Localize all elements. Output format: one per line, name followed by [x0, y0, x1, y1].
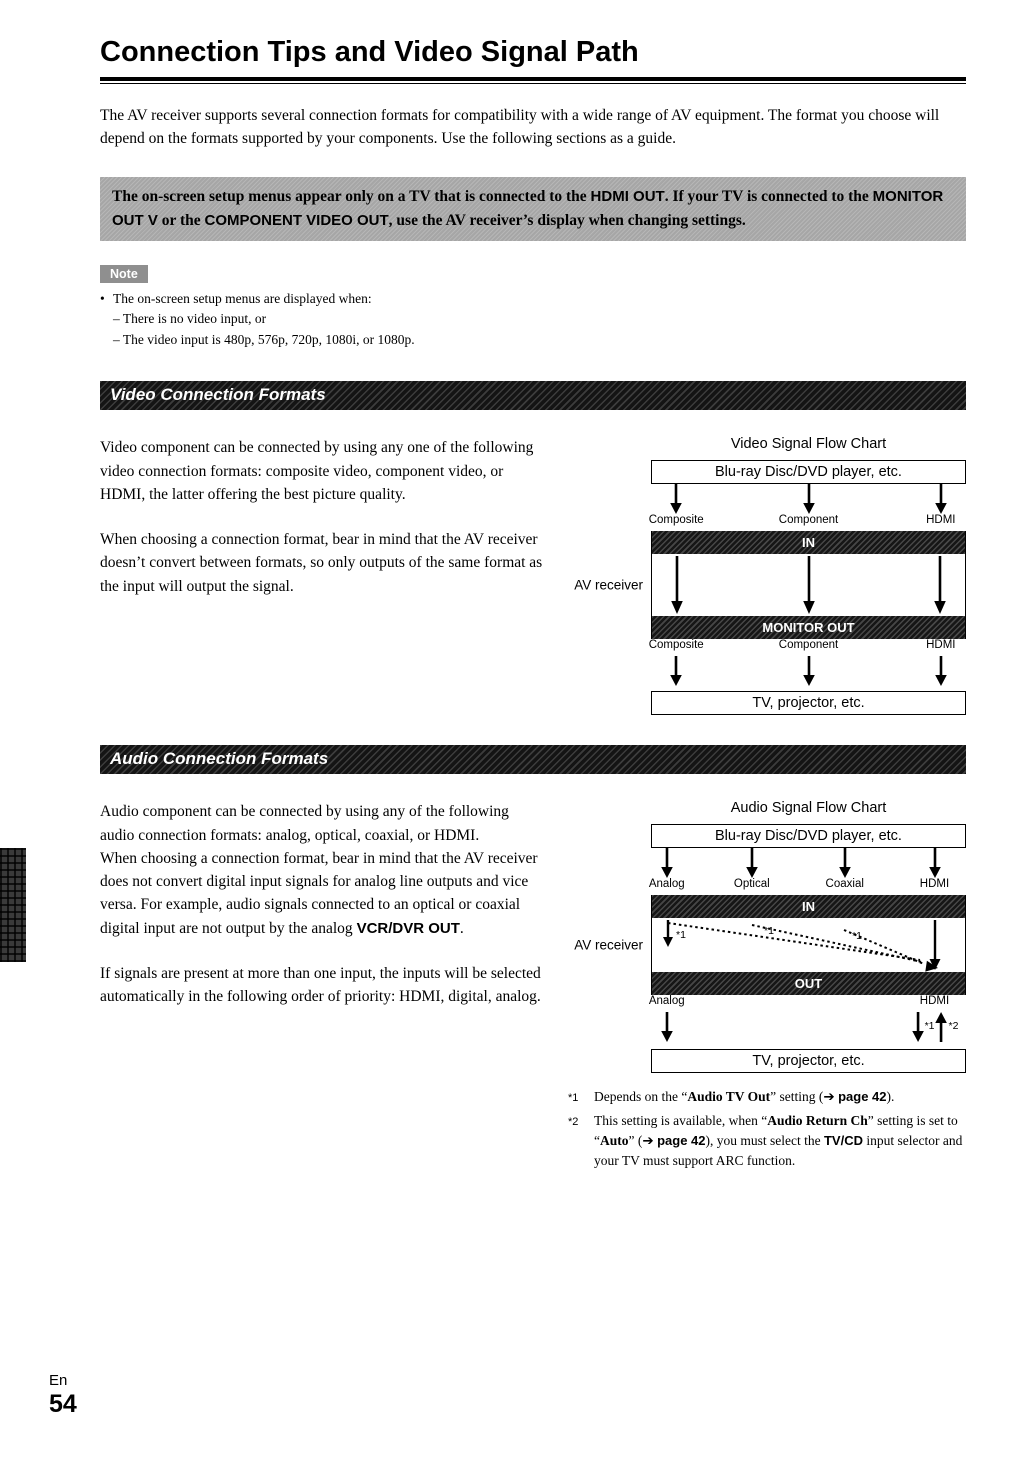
video-input-labels	[648, 514, 966, 531]
down-arrow-icon	[838, 848, 852, 878]
video-paragraph-1: Video component can be connected by using any one of the following video connection formats: composite video, component video, or HDMI, the latter offering the best picture quality.	[100, 439, 534, 503]
audio-section-text	[100, 800, 543, 1174]
note-badge: Note	[100, 265, 148, 283]
output-label-hdmi: HDMI	[926, 639, 956, 652]
notice-text: . If your TV is connected to the	[664, 187, 873, 205]
audio-source-box: Blu-ray Disc/DVD player, etc.	[651, 824, 966, 848]
title-rule-thin	[100, 83, 966, 84]
footnote-text	[594, 1087, 966, 1107]
output-label-analog: Analog	[648, 995, 685, 1008]
input-label-composite: Composite	[648, 514, 704, 527]
page-footer	[49, 1372, 77, 1419]
down-arrow-icon	[802, 656, 816, 686]
audio-receiver-box	[651, 895, 966, 995]
audio-routing-diagram	[652, 918, 967, 972]
arc-note-1: *1	[924, 1020, 935, 1033]
audio-section-columns	[100, 800, 966, 1174]
input-label-analog: Analog	[648, 878, 685, 891]
down-arrow-icon	[933, 556, 947, 614]
down-arrow-icon	[660, 1012, 674, 1042]
audio-paragraph-3: If signals are present at more than one input, the inputs will be selected automatically in the following order of priority: HDMI, digital, analog.	[100, 965, 541, 1006]
arc-note-2: *2	[948, 1020, 959, 1033]
output-label-composite: Composite	[648, 639, 704, 652]
video-receiver-passthrough	[652, 554, 965, 616]
video-input-arrows	[651, 484, 966, 514]
page-content	[100, 0, 966, 1174]
footnote-segment: ), you must select the	[705, 1132, 824, 1148]
video-output-labels	[648, 639, 966, 656]
audio-input-arrows	[651, 848, 966, 878]
section-header-audio: Audio Connection Formats	[100, 745, 966, 774]
down-arrow-icon	[911, 1012, 925, 1042]
receiver-label: AV receiver	[574, 937, 643, 953]
input-label-component: Component	[778, 514, 839, 527]
page-number: 54	[49, 1390, 77, 1418]
audio-receiver-routing	[652, 918, 965, 972]
notice-term-component-out: COMPONENT VIDEO OUT	[204, 211, 389, 229]
section-header-video: Video Connection Formats	[100, 381, 966, 410]
footnote-term: Auto	[600, 1132, 629, 1148]
down-arrow-icon	[934, 484, 948, 514]
up-arrow-icon	[935, 1012, 949, 1042]
audio-paragraph-2-text: .	[459, 919, 464, 937]
footnote-term: Audio Return Ch	[767, 1112, 868, 1128]
video-receiver-block	[574, 531, 966, 639]
input-label-optical: Optical	[733, 878, 770, 891]
notice-box	[100, 177, 966, 241]
footnote-term: Audio TV Out	[687, 1089, 771, 1105]
notice-text: The on-screen setup menus appear only on a TV that is connected to the	[112, 187, 591, 205]
note-bullet-line	[100, 289, 966, 310]
audio-input-labels	[648, 878, 966, 895]
footnote-segment: ).	[886, 1089, 895, 1105]
video-in-bar: IN	[652, 531, 965, 554]
footnote-term: TV/CD	[823, 1132, 863, 1148]
audio-out-bar: OUT	[652, 972, 965, 995]
audio-flow-chart	[574, 800, 966, 1073]
down-arrow-icon	[660, 848, 674, 878]
down-arrow-icon	[669, 656, 683, 686]
audio-receiver-block	[574, 895, 966, 995]
footnote-marker: *2	[568, 1115, 579, 1128]
output-label-hdmi: HDMI	[919, 995, 950, 1008]
video-flow-chart	[574, 436, 966, 715]
down-arrow-icon	[802, 556, 816, 614]
video-section-columns	[100, 436, 966, 715]
footnote-2	[568, 1111, 966, 1172]
page-title: Connection Tips and Video Signal Path	[100, 36, 639, 68]
notice-term-hdmi-out: HDMI OUT	[590, 187, 665, 205]
term-vcr-dvr-out: VCR/DVR OUT	[356, 919, 460, 937]
down-arrow-icon	[934, 656, 948, 686]
notice-text: or the	[157, 211, 205, 229]
down-arrow-icon	[802, 484, 816, 514]
note-sub-item: – The video input is 480p, 576p, 720p, 1080i, or 1080p.	[113, 332, 415, 348]
audio-sink-box: TV, projector, etc.	[651, 1049, 966, 1073]
audio-flow-chart-column	[568, 800, 966, 1174]
down-arrow-icon	[928, 848, 942, 878]
input-label-hdmi: HDMI	[926, 514, 956, 527]
notice-text: , use the AV receiver’s display when changing settings.	[388, 211, 746, 229]
footnotes	[568, 1087, 966, 1171]
input-label-coaxial: Coaxial	[825, 878, 864, 891]
video-sink-box: TV, projector, etc.	[651, 691, 966, 715]
audio-output-labels	[648, 995, 966, 1012]
language-label: En	[49, 1372, 68, 1389]
down-arrow-icon	[670, 556, 684, 614]
audio-paragraph-2	[100, 847, 543, 940]
video-flow-chart-column	[568, 436, 966, 715]
footnote-segment: Depends on the “	[594, 1089, 688, 1105]
footnote-segment: This setting is available, when “	[594, 1112, 768, 1128]
footnote-page-ref: page 42	[838, 1089, 887, 1105]
bullet-icon: •	[100, 290, 105, 306]
footnote-marker: *1	[568, 1092, 579, 1105]
footnote-1	[568, 1087, 966, 1107]
footnote-segment: input selector and your TV must support ARC function.	[594, 1132, 963, 1169]
footnote-text	[594, 1111, 966, 1172]
audio-chart-title: Audio Signal Flow Chart	[730, 800, 887, 817]
routing-note-1: *1	[764, 925, 774, 938]
footnote-segment: ” setting (➔	[770, 1089, 839, 1105]
down-arrow-icon	[669, 484, 683, 514]
input-label-hdmi: HDMI	[919, 878, 950, 891]
intro-paragraph: The AV receiver supports several connection formats for compatibility with a wide range of AV equipment. The format you choose will depend on the formats supported by your components. Use the following sections as a guide.	[100, 107, 940, 148]
video-chart-title: Video Signal Flow Chart	[730, 436, 887, 453]
footnote-page-ref: page 42	[657, 1132, 706, 1148]
footnote-segment: ” setting is set to “	[594, 1112, 958, 1148]
note-bullet-text: The on-screen setup menus are displayed when:	[113, 290, 372, 306]
output-label-component: Component	[778, 639, 839, 652]
audio-output-arrows	[651, 1012, 966, 1044]
video-source-box: Blu-ray Disc/DVD player, etc.	[651, 460, 966, 484]
note-body	[100, 289, 966, 352]
hdmi-arc-arrows	[911, 1012, 959, 1042]
down-arrow-icon	[745, 848, 759, 878]
video-paragraph-2: When choosing a connection format, bear in mind that the AV receiver doesn’t convert between formats, so only outputs of the same format as the input will output the signal.	[100, 531, 543, 595]
video-receiver-box	[651, 531, 966, 639]
audio-in-bar: IN	[652, 895, 965, 918]
notice-term-monitor-out: MONITOR OUT V	[112, 187, 944, 229]
video-section-text	[100, 436, 543, 715]
video-monitor-out-bar: MONITOR OUT	[652, 616, 965, 639]
audio-paragraph-2-text: When choosing a connection format, bear in mind that the AV receiver does not convert digital input signals for analog line outputs and vice versa. For example, audio signals connected to an optical or coaxial digital input are not output by the analog	[100, 849, 538, 937]
title-rule-thick	[100, 77, 966, 81]
routing-note-1: *1	[676, 929, 686, 942]
footnote-segment: ” (➔	[628, 1132, 658, 1148]
receiver-label: AV receiver	[574, 577, 643, 593]
note-sub-item: – There is no video input, or	[113, 311, 267, 327]
routing-note-1: *1	[852, 930, 862, 943]
thumb-index-mark	[0, 848, 26, 962]
audio-paragraph-1: Audio component can be connected by using any of the following audio connection formats: analog, optical, coaxial, or HDMI.	[100, 803, 509, 844]
video-output-arrows	[651, 656, 966, 686]
